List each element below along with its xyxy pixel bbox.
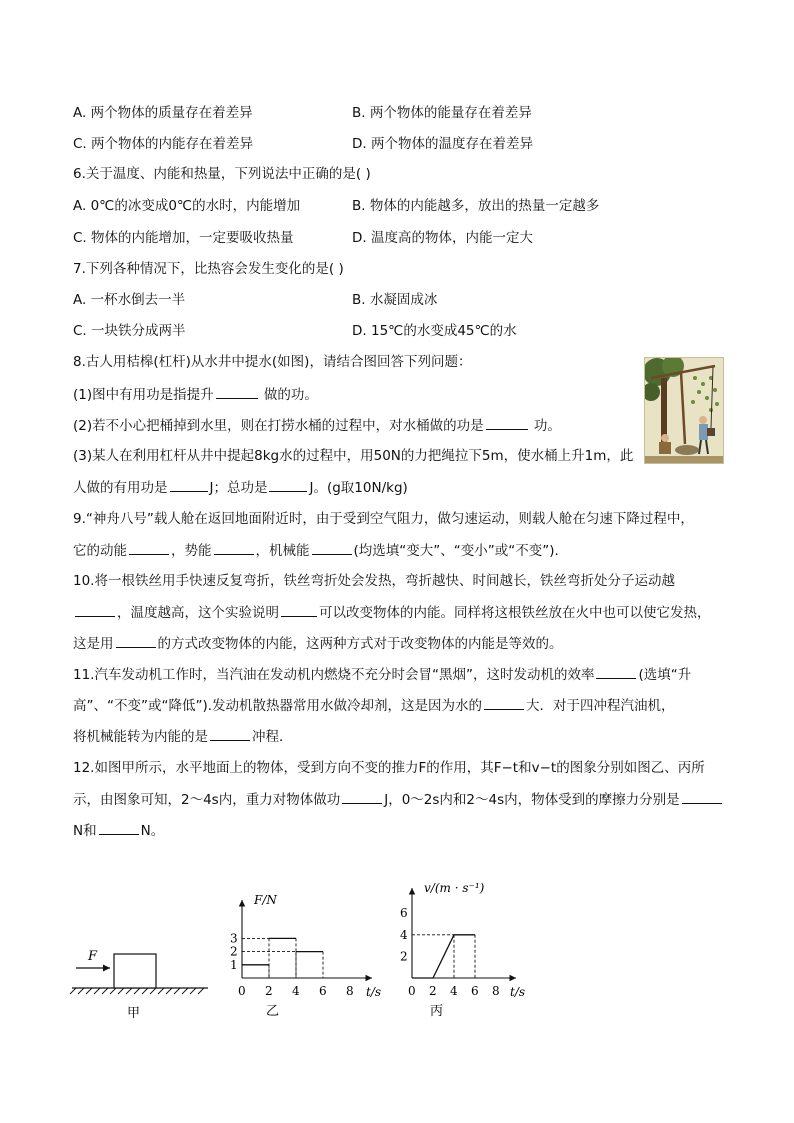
answer-blank[interactable]: [484, 695, 524, 710]
q5-option-c: C. 两个物体的内能存在着差异: [73, 136, 254, 152]
figure-jia: [70, 949, 208, 1021]
vt-x-tick-4: 4: [450, 984, 458, 998]
figure-yi-ft-graph: [230, 893, 381, 1019]
q11-line2: 高”、“不变”或“降低”).发动机散热器常用水做冷却剂，这是因为水的 大．对于四冲程汽油机，: [73, 695, 675, 716]
answer-blank[interactable]: [116, 633, 156, 648]
vt-x-label: t/s: [510, 985, 526, 999]
vt-x-tick-6: 6: [471, 984, 479, 998]
q12-line1: 12.如图甲所示，水平地面上的物体，受到方向不变的推力F的作用，其F−t和v−t的图象分别如图乙、丙所: [73, 760, 705, 776]
figure-bing-vt-graph: [400, 881, 525, 1019]
q6-option-a: A. 0℃的冰变成0℃的水时，内能增加: [73, 198, 301, 214]
q7-option-c: C. 一块铁分成两半: [73, 323, 186, 339]
answer-blank[interactable]: [99, 820, 139, 835]
q10-line3: 这是用 的方式改变物体的内能，这两种方式对于改变物体的内能是等效的。: [73, 633, 563, 654]
q8-stem: 8.古人用桔槔(杠杆)从水井中提水(如图)，请结合图回答下列问题：: [73, 354, 472, 370]
q7-option-a: A. 一杯水倒去一半: [73, 292, 186, 308]
q10-line1: 10.将一根铁丝用手快速反复弯折，铁丝弯折处会发热，弯折越快、时间越长，铁丝弯折处分子运动越: [73, 573, 675, 589]
vt-line: [412, 935, 475, 978]
q6-stem: 6.关于温度、内能和热量，下列说法中正确的是( ): [73, 166, 371, 182]
ft-x-tick-0: 0: [238, 984, 246, 998]
vt-y-tick-4: 4: [400, 927, 408, 942]
vt-x-tick-0: 0: [408, 984, 416, 998]
q8-part2: (2)若不小心把桶掉到水里，则在打捞水桶的过程中，对水桶做的功是 功。: [73, 415, 561, 436]
ft-x-label: t/s: [366, 985, 382, 999]
q11-line1: 11.汽车发动机工作时，当汽油在发动机内燃烧不充分时会冒“黑烟”，这时发动机的效率 (选填“升: [73, 664, 691, 685]
answer-blank[interactable]: [281, 602, 317, 617]
q8-part3: (3)某人在利用杠杆从井中提起8kg水的过程中，用50N的力把绳拉下5m，使水桶上升1m，此: [73, 448, 634, 464]
ft-x-tick-6: 6: [319, 984, 327, 998]
well-sweep-illustration: [644, 357, 724, 464]
ft-y-tick-1: 1: [230, 957, 238, 972]
answer-blank[interactable]: [342, 789, 382, 804]
vt-y-tick-6: 6: [400, 906, 408, 921]
q11-line3: 将机械能转为内能的是 冲程．: [73, 726, 293, 747]
answer-blank[interactable]: [682, 789, 722, 804]
answer-blank[interactable]: [210, 726, 250, 741]
q12-line3: N和 N。: [73, 820, 164, 841]
q5-option-a: A. 两个物体的质量存在着差异: [73, 105, 253, 121]
q6-option-d: D. 温度高的物体，内能一定大: [352, 230, 533, 246]
q9-line1: 9.“神舟八号”载人舱在返回地面附近时，由于受到空气阻力，做匀速运动，则载人舱在匀速下降过程中，: [73, 511, 694, 527]
q7-option-d: D. 15℃的水变成45℃的水: [352, 323, 517, 339]
q5-option-b: B. 两个物体的能量存在着差异: [352, 105, 532, 121]
ft-y-label: F/N: [254, 893, 277, 907]
caption-bing: 丙: [430, 1004, 444, 1019]
vt-x-tick-8: 8: [492, 984, 500, 998]
q8-part3-cont: 人做的有用功是 J；总功是 J。(g取10N/kg): [73, 477, 408, 498]
vt-y-label: v/(m · s⁻¹): [424, 881, 485, 895]
q5-option-d: D. 两个物体的温度存在着差异: [352, 136, 533, 152]
vt-x-tick-2: 2: [429, 984, 437, 998]
q12-figures: [0, 860, 794, 1030]
ft-y-tick-3: 3: [230, 931, 238, 946]
ft-x-tick-2: 2: [265, 984, 273, 998]
q7-option-b: B. 水凝固成冰: [352, 292, 438, 308]
caption-jia: 甲: [127, 1006, 141, 1021]
block: [114, 954, 156, 988]
answer-blank[interactable]: [216, 384, 258, 399]
ft-x-tick-8: 8: [346, 984, 354, 998]
answer-blank[interactable]: [269, 477, 307, 492]
answer-blank[interactable]: [312, 540, 352, 555]
q9-line2: 它的动能 ，势能 ，机械能 (均选填“变大”、“变小”或“不变”).: [73, 540, 559, 561]
q6-option-b: B. 物体的内能越多，放出的热量一定越多: [352, 198, 600, 214]
vt-y-tick-2: 2: [400, 949, 408, 964]
q10-line2: ，温度越高，这个实验说明 可以改变物体的内能。同样将这根铁丝放在火中也可以使它发热，: [73, 602, 711, 623]
ft-y-tick-2: 2: [230, 944, 238, 959]
q8-part1: (1)图中有用功是指提升 做的功。: [73, 384, 318, 405]
answer-blank[interactable]: [486, 415, 528, 430]
force-label: F: [88, 949, 98, 964]
q6-option-c: C. 物体的内能增加，一定要吸收热量: [73, 230, 294, 246]
caption-yi: 乙: [266, 1004, 280, 1019]
answer-blank[interactable]: [170, 477, 208, 492]
answer-blank[interactable]: [214, 540, 254, 555]
ground-hatch: [70, 988, 204, 994]
q12-line2: 示，由图象可知，2～4s内，重力对物体做功 J，0～2s内和2～4s内，物体受到的摩擦力分别是: [73, 789, 724, 810]
answer-blank[interactable]: [596, 664, 636, 679]
q7-stem: 7.下列各种情况下，比热容会发生变化的是( ): [73, 261, 344, 277]
answer-blank[interactable]: [129, 540, 169, 555]
answer-blank[interactable]: [75, 602, 115, 617]
ft-x-tick-4: 4: [292, 984, 300, 998]
